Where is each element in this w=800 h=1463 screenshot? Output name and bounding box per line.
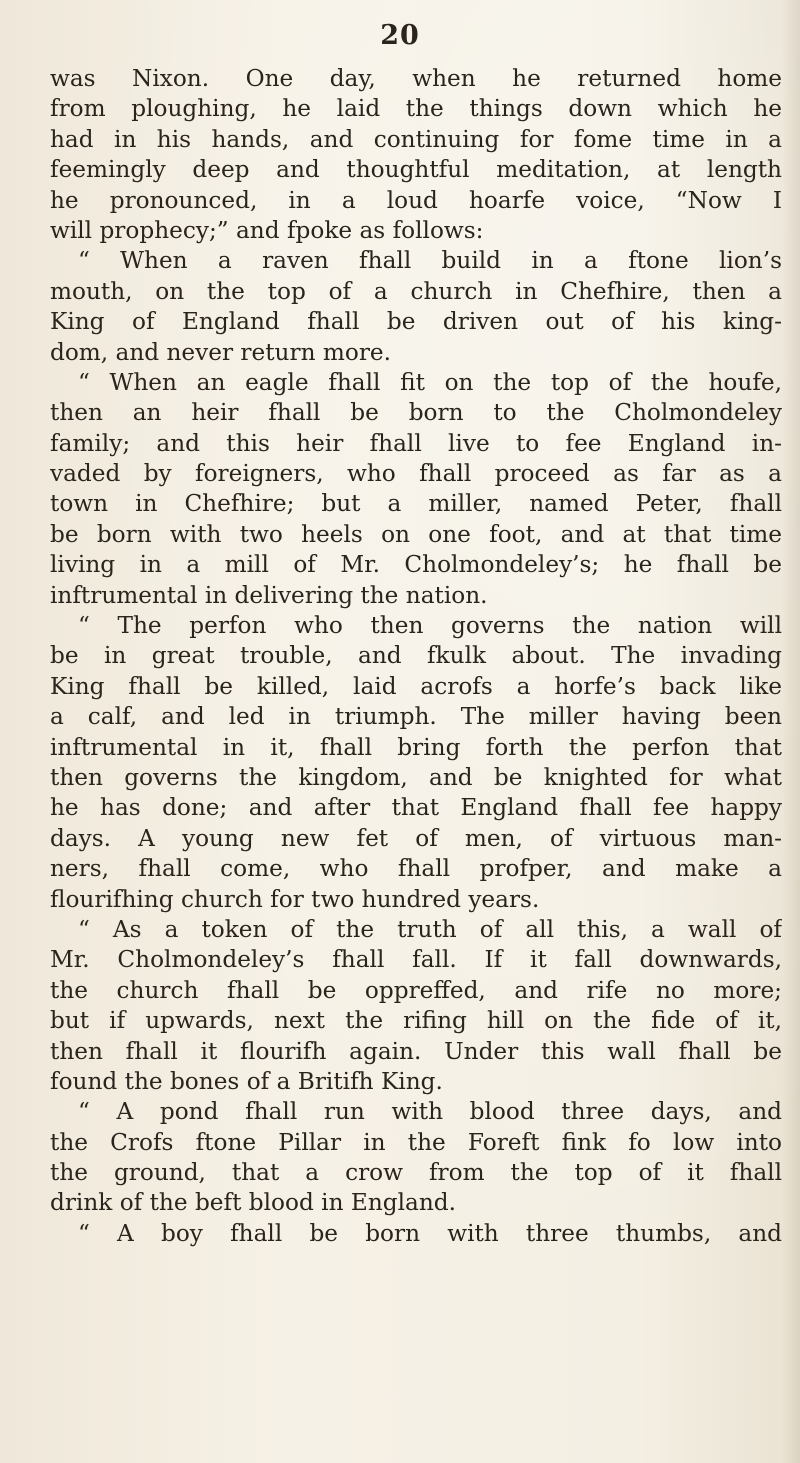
text-line: the Crofs ftone Pillar in the Foreft fink fo low into: [50, 1128, 782, 1156]
text-line: be born with two heels on one foot, and at that time: [50, 520, 782, 548]
text-line: ners, fhall come, who fhall profper, and make a: [50, 855, 782, 883]
text-line: vaded by foreigners, who fhall proceed as far as a: [50, 460, 782, 488]
text-line: he pronounced, in a loud hoarfe voice, “Now I: [50, 186, 782, 214]
text-line: “ A pond fhall run with blood three days, and: [78, 1098, 782, 1126]
text-line: flourifhing church for two hundred years.: [50, 885, 540, 913]
text-line: family; and this heir fhall live to fee England in-: [50, 429, 782, 457]
text-line: Mr. Cholmondeley’s fhall fall. If it fall downwards,: [50, 946, 782, 974]
text-line: had in his hands, and continuing for fome time in a: [50, 125, 782, 153]
text-line: then an heir fhall be born to the Cholmondeley: [50, 399, 782, 427]
page-text: [50, 64, 782, 1249]
text-line: dom, and never return more.: [50, 338, 392, 366]
text-line: a calf, and led in triumph. The miller having been: [50, 703, 782, 731]
text-line: then fhall it flourifh again. Under this wall fhall be: [50, 1037, 782, 1065]
text-line: but if upwards, next the rifing hill on the fide of it,: [50, 1007, 782, 1035]
text-line: feemingly deep and thoughtful meditation, at length: [50, 156, 782, 184]
text-line: will prophecy;” and fpoke as follows:: [50, 216, 484, 244]
text-line: he has done; and after that England fhall fee happy: [50, 794, 782, 822]
text-line: the ground, that a crow from the top of it fhall: [50, 1159, 782, 1187]
text-line: “ The perfon who then governs the nation will: [78, 612, 782, 640]
text-line: days. A young new fet of men, of virtuous man-: [50, 824, 782, 852]
page-number: 20: [380, 20, 420, 51]
text-line: living in a mill of Mr. Cholmondeley’s; he fhall be: [50, 551, 782, 579]
text-line: inftrumental in delivering the nation.: [50, 581, 488, 609]
text-line: “ When a raven fhall build in a ftone lion’s: [78, 247, 782, 275]
text-line: then governs the kingdom, and be knighted for what: [50, 763, 782, 791]
text-line: King fhall be killed, laid acrofs a horfe’s back like: [50, 672, 782, 700]
text-line: “ As a token of the truth of all this, a wall of: [78, 915, 782, 943]
text-line: “ A boy fhall be born with three thumbs, and: [78, 1219, 782, 1247]
text-line: mouth, on the top of a church in Chefhire, then a: [50, 277, 782, 305]
text-line: be in great trouble, and fkulk about. The invading: [50, 642, 782, 670]
text-line: “ When an eagle fhall fit on the top of the houfe,: [78, 368, 782, 396]
text-line: inftrumental in it, fhall bring forth the perfon that: [50, 733, 782, 761]
text-line: was Nixon. One day, when he returned home: [50, 65, 782, 92]
page-edge-shadow: [782, 0, 800, 1463]
text-line: the church fhall be oppreffed, and rife no more;: [50, 976, 782, 1004]
text-line: found the bones of a Britifh King.: [50, 1067, 443, 1095]
text-line: from ploughing, he laid the things down which he: [50, 95, 782, 123]
text-line: drink of the beft blood in England.: [50, 1189, 456, 1217]
text-line: King of England fhall be driven out of his king-: [50, 308, 782, 336]
text-line: town in Chefhire; but a miller, named Peter, fhall: [50, 490, 782, 518]
